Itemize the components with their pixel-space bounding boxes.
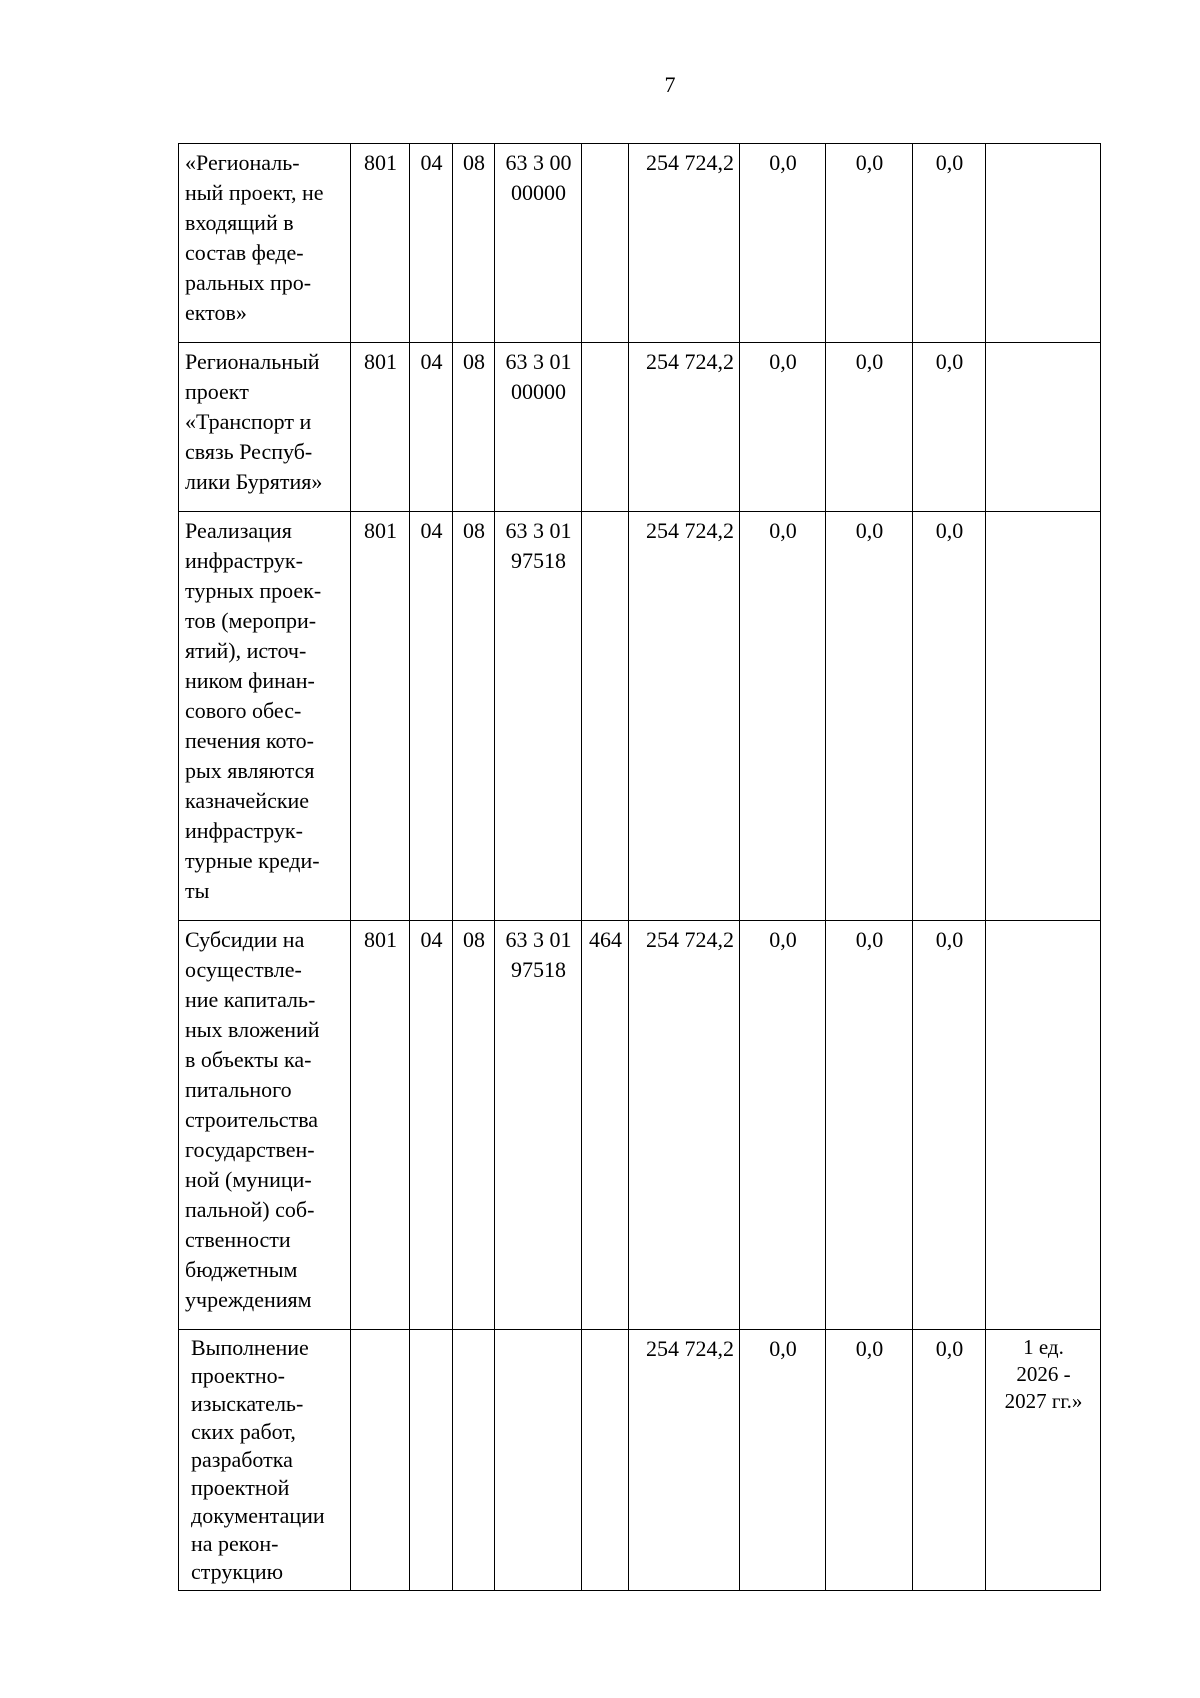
grbs-cell <box>351 1330 410 1591</box>
amount-cell-2: 0,0 <box>740 1330 826 1591</box>
amount-cell-1: 254 724,2 <box>629 343 740 512</box>
note-cell <box>986 921 1101 1330</box>
expense-type-cell <box>582 1330 629 1591</box>
subsection-cell: 08 <box>453 343 495 512</box>
amount-cell-3: 0,0 <box>826 921 913 1330</box>
amount-cell-2: 0,0 <box>740 144 826 343</box>
amount-cell-4: 0,0 <box>913 343 986 512</box>
grbs-cell: 801 <box>351 343 410 512</box>
expense-type-cell <box>582 144 629 343</box>
target-article-cell: 63 3 00 00000 <box>495 144 582 343</box>
table-row <box>179 512 1101 921</box>
section-cell: 04 <box>410 343 453 512</box>
grbs-cell: 801 <box>351 512 410 921</box>
budget-table <box>178 143 1101 1591</box>
amount-cell-4: 0,0 <box>913 1330 986 1591</box>
amount-cell-4: 0,0 <box>913 144 986 343</box>
amount-cell-2: 0,0 <box>740 512 826 921</box>
section-cell: 04 <box>410 512 453 921</box>
section-cell <box>410 1330 453 1591</box>
table-row <box>179 921 1101 1330</box>
subsection-cell: 08 <box>453 144 495 343</box>
expense-type-cell: 464 <box>582 921 629 1330</box>
table-row <box>179 343 1101 512</box>
note-cell <box>986 343 1101 512</box>
row-name: «Региональ- ный проект, не входящий в состав феде- ральных про- ектов» <box>179 144 351 343</box>
table-row <box>179 1330 1101 1591</box>
target-article-cell: 63 3 01 00000 <box>495 343 582 512</box>
subsection-cell: 08 <box>453 512 495 921</box>
section-cell: 04 <box>410 144 453 343</box>
amount-cell-4: 0,0 <box>913 512 986 921</box>
amount-cell-1: 254 724,2 <box>629 921 740 1330</box>
amount-cell-1: 254 724,2 <box>629 144 740 343</box>
amount-cell-2: 0,0 <box>740 343 826 512</box>
section-cell: 04 <box>410 921 453 1330</box>
amount-cell-3: 0,0 <box>826 1330 913 1591</box>
amount-cell-3: 0,0 <box>826 144 913 343</box>
note-cell <box>986 144 1101 343</box>
target-article-cell: 63 3 01 97518 <box>495 921 582 1330</box>
amount-cell-3: 0,0 <box>826 512 913 921</box>
amount-cell-1: 254 724,2 <box>629 512 740 921</box>
expense-type-cell <box>582 512 629 921</box>
row-name: Субсидии на осуществле- ние капиталь- ных вложений в объекты ка- питального строительства государствен- ной (муници- пальной) соб- ственности бюджетным учреждениям <box>179 921 351 1330</box>
subsection-cell: 08 <box>453 921 495 1330</box>
row-name: Реализация инфраструк- турных проек- тов (меропри- ятий), источ- ником финан- сового обес- печения кото- рых являются казначейские инфраструк- турные креди- ты <box>179 512 351 921</box>
subsection-cell <box>453 1330 495 1591</box>
amount-cell-4: 0,0 <box>913 921 986 1330</box>
page-number: 7 <box>664 72 676 97</box>
target-article-cell <box>495 1330 582 1591</box>
table-row <box>179 144 1101 343</box>
expense-type-cell <box>582 343 629 512</box>
row-name: Выполнение проектно- изыскатель- ских работ, разработка проектной документации на рекон- струкцию <box>179 1330 351 1591</box>
grbs-cell: 801 <box>351 921 410 1330</box>
row-name: Региональный проект «Транспорт и связь Респуб- лики Бурятия» <box>179 343 351 512</box>
amount-cell-3: 0,0 <box>826 343 913 512</box>
grbs-cell: 801 <box>351 144 410 343</box>
amount-cell-1: 254 724,2 <box>629 1330 740 1591</box>
note-cell <box>986 512 1101 921</box>
note-cell: 1 ед. 2026 - 2027 гг.» <box>986 1330 1101 1591</box>
amount-cell-2: 0,0 <box>740 921 826 1330</box>
target-article-cell: 63 3 01 97518 <box>495 512 582 921</box>
